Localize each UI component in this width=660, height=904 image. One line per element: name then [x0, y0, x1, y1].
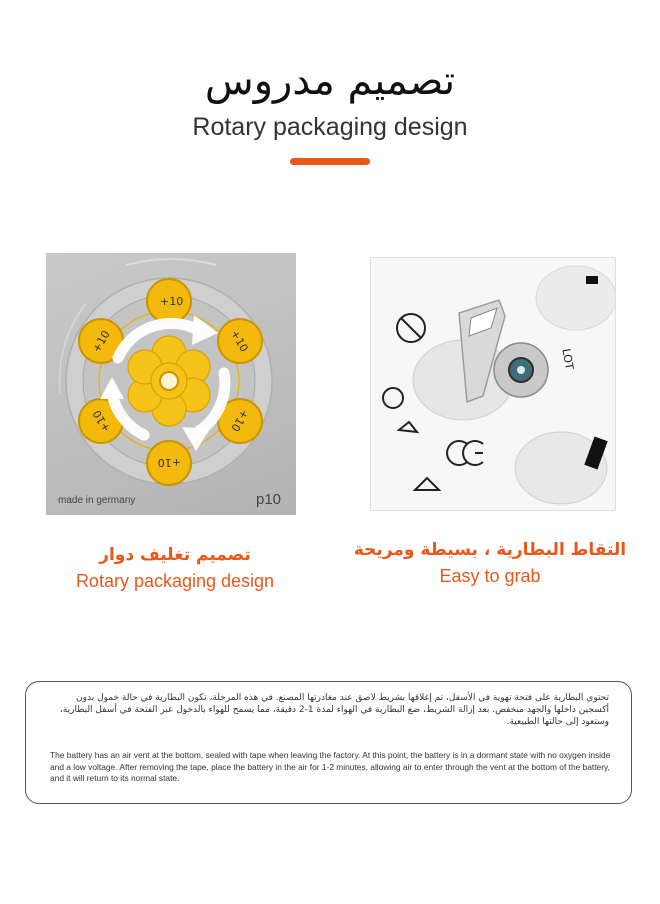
size-label: p10 — [256, 491, 282, 508]
rotary-package-photo — [46, 253, 296, 515]
page-title-arabic: تصميم مدروس — [204, 58, 456, 104]
cell-label: +10 — [227, 327, 251, 355]
caption-grab-arabic: التقاط البطارية ، بسيطة ومريحة — [353, 540, 627, 560]
cell-label: +10 — [89, 328, 113, 355]
caption-grab-english: Easy to grab — [439, 566, 541, 586]
cell-label: +10 — [160, 295, 184, 308]
easy-grab-photo — [370, 257, 616, 511]
caption-rotary — [60, 545, 290, 592]
battery-note-box — [25, 681, 632, 804]
caption-rotary-arabic: تصميم تغليف دوار — [99, 545, 251, 565]
caption-grab — [340, 540, 640, 587]
page-title-english: Rotary packaging design — [192, 113, 468, 141]
battery-note-english: The battery has an air vent at the bottom, sealed with tape when leaving the factory. At this point, the battery is in a dormant state with no oxygen inside and a low voltage. After removing the tape, place the battery in the air for 1-2 minutes, allowing air to enter through the vent at the bottom of the battery, and it will return to its normal state. — [50, 750, 611, 783]
caption-rotary-english: Rotary packaging design — [75, 571, 275, 591]
title-accent-bar — [290, 158, 370, 165]
cell-label: +10 — [157, 456, 181, 469]
battery-note-arabic: تحتوي البطارية على فتحة تهوية في الأسفل، تم إغلاقها بشريط لاصق عند مغادرتها المصنع. في هذه المرحلة، تكون البطارية في حالة خمول بدون أكسجين داخلها والجهد منخفض. بعد إزالة الشريط، ضع البطارية في الهواء لمدة 1-2 دقيقة، مما يسمح للهواء بالدخول عبر الفتحة في أسفل البطارية، وستعود إلى حالتها الطبيعية. — [59, 693, 609, 727]
cell-label: +10 — [90, 407, 114, 435]
cell-label: +10 — [228, 407, 252, 434]
rotary-dial-illustration — [46, 253, 296, 515]
made-in-label: made in germany — [58, 495, 136, 506]
dial-center — [160, 372, 178, 390]
package-back-illustration — [371, 258, 615, 510]
lot-label: LOT — [559, 347, 576, 371]
